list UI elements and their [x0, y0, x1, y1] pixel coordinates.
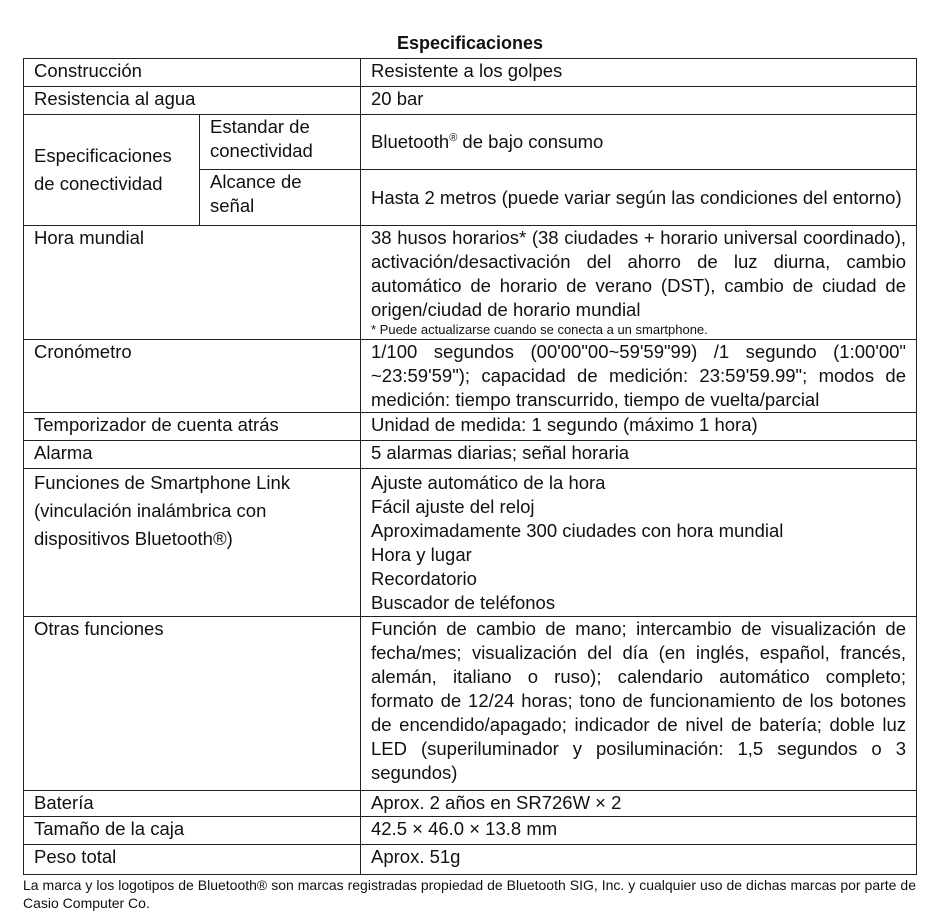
table-row [24, 469, 917, 617]
table-row [24, 617, 917, 791]
row-value [361, 115, 917, 170]
table-row [24, 441, 917, 469]
row-value: 5 alarmas diarias; señal horaria [361, 441, 917, 469]
table-row [24, 791, 917, 817]
page-title: Especificaciones [396, 33, 544, 53]
row-label: Funciones de Smartphone Link (vinculación inalámbrica con dispositivos Bluetooth®) [24, 469, 361, 617]
table-row [24, 845, 917, 875]
row-sublabel: Alcance de señal [200, 170, 361, 226]
footer-note: La marca y los logotipos de Bluetooth® son marcas registradas propiedad de Bluetooth SIG, Inc. y cualquier uso de dichas marcas por parte de Casio Computer Co. [23, 877, 916, 911]
world-time-text: 38 husos horarios* (38 ciudades + horario universal coordinado), activación/desactivación del ahorro de luz diurna, cambio automático de horario de verano (DST), cambio de ciudad de origen/ciudad de horario mundial [371, 227, 906, 320]
row-label: Construcción [24, 59, 361, 87]
row-value [361, 469, 917, 617]
bluetooth-text-suffix: de bajo consumo [457, 131, 604, 152]
row-label: Otras funciones [24, 617, 361, 791]
table-row [24, 413, 917, 441]
row-value [361, 226, 917, 340]
row-label: Temporizador de cuenta atrás [24, 413, 361, 441]
row-label: Peso total [24, 845, 361, 875]
row-value: 20 bar [361, 87, 917, 115]
row-label: Hora mundial [24, 226, 361, 340]
list-item: Ajuste automático de la hora [371, 472, 606, 493]
table-row [24, 115, 917, 170]
row-value: Resistente a los golpes [361, 59, 917, 87]
table-row [24, 87, 917, 115]
row-label: Alarma [24, 441, 361, 469]
row-value: Hasta 2 metros (puede variar según las condiciones del entorno) [361, 170, 917, 226]
row-value: 42.5 × 46.0 × 13.8 mm [361, 817, 917, 845]
row-value: Unidad de medida: 1 segundo (máximo 1 hora) [361, 413, 917, 441]
table-row [24, 817, 917, 845]
row-label: Resistencia al agua [24, 87, 361, 115]
registered-mark: ® [449, 131, 458, 144]
specifications-table [23, 58, 917, 875]
list-item: Fácil ajuste del reloj [371, 496, 535, 517]
row-value: Aprox. 2 años en SR726W × 2 [361, 791, 917, 817]
world-time-note: * Puede actualizarse cuando se conecta a un smartphone. [371, 322, 708, 337]
row-label: Tamaño de la caja [24, 817, 361, 845]
list-item: Aproximadamente 300 ciudades con hora mundial [371, 520, 784, 541]
list-item: Buscador de teléfonos [371, 592, 556, 613]
row-value: Aprox. 51g [361, 845, 917, 875]
row-label: Cronómetro [24, 340, 361, 413]
table-row [24, 340, 917, 413]
row-label: Especificaciones de conectividad [24, 115, 200, 226]
table-row [24, 59, 917, 87]
table-row [24, 226, 917, 340]
row-label: Batería [24, 791, 361, 817]
row-value: 1/100 segundos (00'00"00~59'59"99) /1 segundo (1:00'00" ~23:59'59"); capacidad de medición: 23:59'59.99"; modos de medición: tiempo transcurrido, tiempo de vuelta/parcial [361, 340, 917, 413]
row-sublabel: Estandar de conectividad [200, 115, 361, 170]
row-value: Función de cambio de mano; intercambio de visualización de fecha/mes; visualización del día (en inglés, español, francés, alemán, italiano o ruso); calendario automático completo; formato de 12/24 horas; tono de funcionamiento de los botones de encendido/apagado; indicador de nivel de batería; doble luz LED (superiluminador y posiluminación: 1,5 segundos o 3 segundos) [361, 617, 917, 791]
list-item: Hora y lugar [371, 544, 472, 565]
bluetooth-text: Bluetooth [371, 131, 450, 152]
list-item: Recordatorio [371, 568, 477, 589]
